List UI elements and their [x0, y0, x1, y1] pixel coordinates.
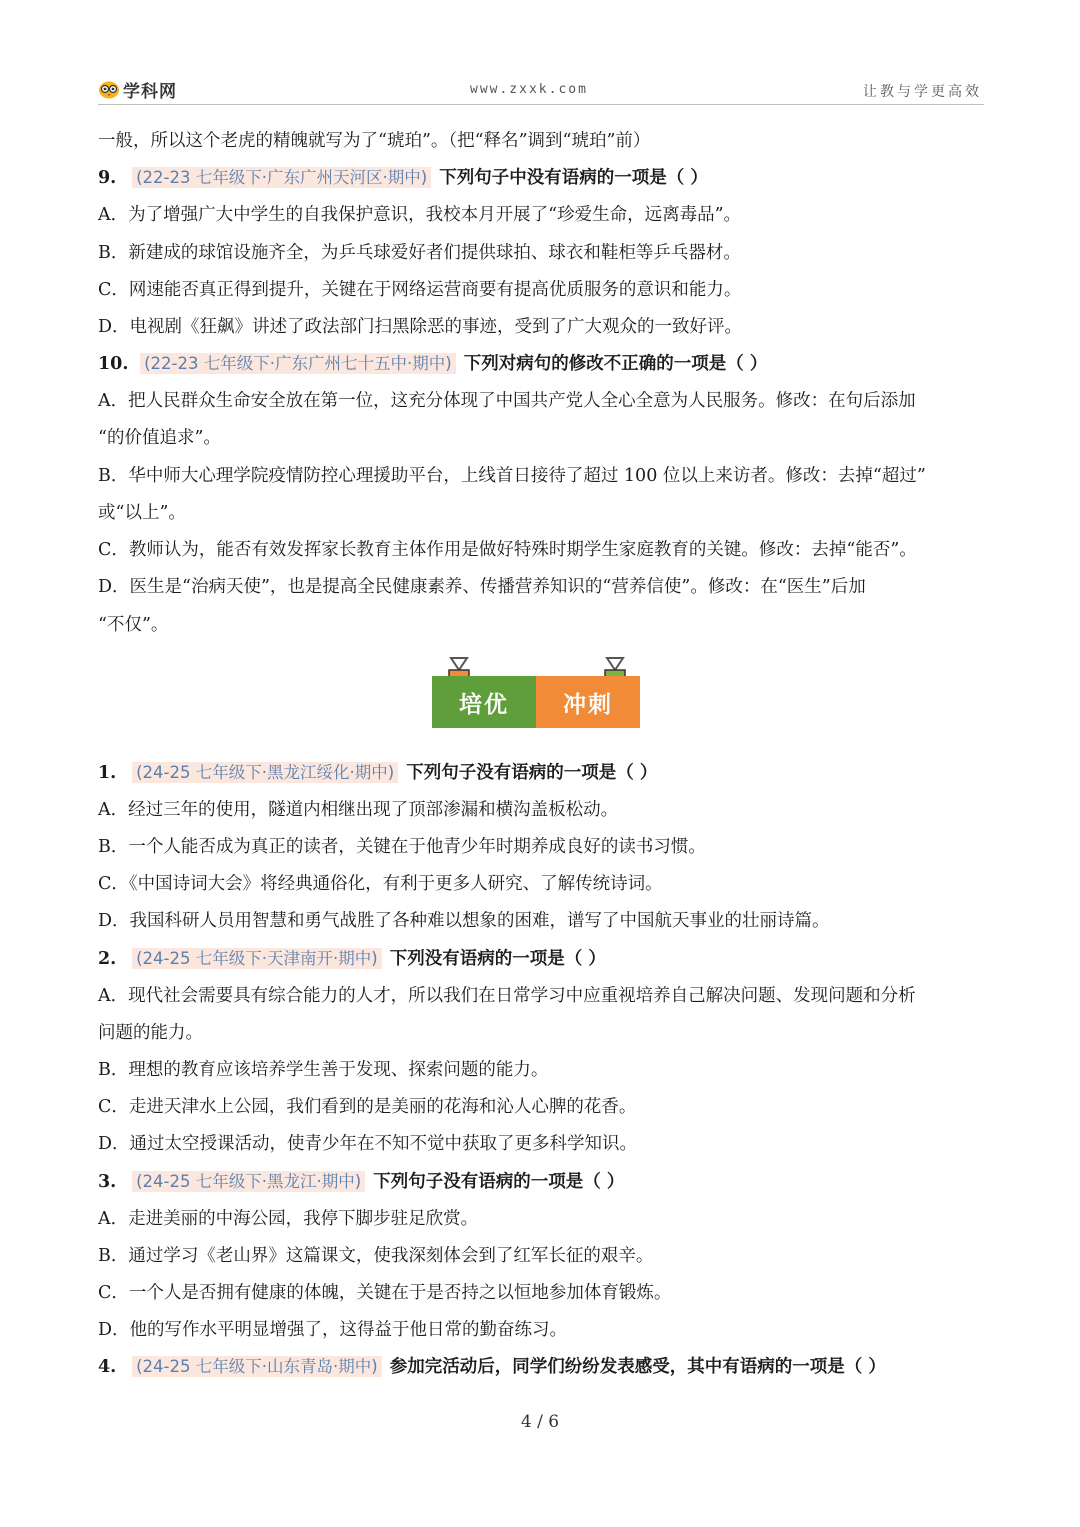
site-url[interactable]: www.zxxk.com	[470, 82, 588, 97]
option-a: A．把人民群众生命安全放在第一位，这充分体现了中国共产党人全心全意为人民服务。修改：在句后添加	[98, 391, 916, 411]
source-tag: (22-23 七年级下·广东广州七十五中·期中)	[140, 353, 456, 374]
question-text: 下列句子中没有语病的一项是（ ）	[439, 168, 708, 188]
question-text: 参加完活动后，同学们纷纷发表感受，其中有语病的一项是（ ）	[389, 1357, 886, 1377]
question-3	[98, 1169, 988, 1195]
option-c: C．教师认为，能否有效发挥家长教育主体作用是做好特殊时期学生家庭教育的关键。修改：去掉“能否”。	[98, 540, 917, 560]
source-tag: (22-23 七年级下·广东广州天河区·期中)	[132, 167, 431, 188]
page-header	[98, 74, 984, 105]
page-number: 4 / 6	[520, 1412, 560, 1432]
option-c: C．《中国诗词大会》将经典通俗化，有利于更多人研究、了解传统诗词。	[98, 874, 663, 894]
option-b: B．理想的教育应该培养学生善于发现、探索问题的能力。	[98, 1060, 549, 1080]
question-1	[98, 760, 988, 786]
banner-left: 培优	[432, 676, 536, 728]
question-text: 下列句子没有语病的一项是（ ）	[406, 763, 658, 783]
question-number: 1.	[98, 763, 117, 783]
owl-logo-icon	[98, 79, 120, 99]
option-d: D．电视剧《狂飙》讲述了政法部门扫黑除恶的事迹，受到了广大观众的一致好评。	[98, 317, 743, 337]
question-4	[98, 1354, 988, 1380]
intro-line: 一般，所以这个老虎的精魄就写为了“琥珀”。（把“释名”调到“琥珀”前）	[98, 131, 651, 151]
option-d: D．医生是“治病天使”，也是提高全民健康素养、传播营养知识的“营养信使”。修改：在“医生”后加	[98, 577, 866, 597]
logo-text: 学科网	[123, 81, 177, 102]
question-number: 10.	[98, 354, 129, 374]
section-banner	[432, 654, 642, 732]
source-tag: (24-25 七年级下·黑龙江绥化·期中)	[132, 762, 398, 783]
option-a: A．为了增强广大中学生的自我保护意识，我校本月开展了“珍爱生命，远离毒品”。	[98, 205, 742, 225]
option-b-cont: 或“以上”。	[98, 503, 186, 523]
option-d: D．通过太空授课活动，使青少年在不知不觉中获取了更多科学知识。	[98, 1134, 638, 1154]
option-a-cont: “的价值追求”。	[98, 428, 221, 448]
option-c: C．走进天津水上公园，我们看到的是美丽的花海和沁人心脾的花香。	[98, 1097, 637, 1117]
question-9	[98, 165, 988, 191]
question-2	[98, 946, 988, 972]
question-10	[98, 351, 988, 377]
option-d-cont: “不仅”。	[98, 615, 169, 635]
question-number: 4.	[98, 1357, 117, 1377]
question-number: 3.	[98, 1172, 117, 1192]
question-number: 9.	[98, 168, 117, 188]
slogan: 让教与学更高效	[863, 84, 982, 100]
option-c: C．一个人是否拥有健康的体魄，关键在于是否持之以恒地参加体育锻炼。	[98, 1283, 672, 1303]
option-b: B．通过学习《老山界》这篇课文，使我深刻体会到了红军长征的艰辛。	[98, 1246, 654, 1266]
source-tag: (24-25 七年级下·黑龙江·期中)	[132, 1171, 365, 1192]
option-a: A．走进美丽的中海公园，我停下脚步驻足欣赏。	[98, 1209, 479, 1229]
question-text: 下列对病句的修改不正确的一项是（ ）	[463, 354, 768, 374]
option-b: B．新建成的球馆设施齐全，为乒乓球爱好者们提供球拍、球衣和鞋柜等乒乓器材。	[98, 243, 741, 263]
option-b: B．华中师大心理学院疫情防控心理援助平台，上线首日接待了超过 100 位以上来访者。修改：去掉“超过”	[98, 466, 926, 486]
source-tag: (24-25 七年级下·山东青岛·期中)	[132, 1356, 382, 1377]
question-number: 2.	[98, 949, 117, 969]
option-d: D．他的写作水平明显增强了，这得益于他日常的勤奋练习。	[98, 1320, 568, 1340]
question-text: 下列没有语病的一项是（ ）	[389, 949, 606, 969]
source-tag: (24-25 七年级下·天津南开·期中)	[132, 948, 382, 969]
option-c: C．网速能否真正得到提升，关键在于网络运营商要有提高优质服务的意识和能力。	[98, 280, 742, 300]
question-text: 下列句子没有语病的一项是（ ）	[373, 1172, 625, 1192]
banner-right: 冲刺	[536, 676, 640, 728]
option-a: A．经过三年的使用，隧道内相继出现了顶部渗漏和横沟盖板松动。	[98, 800, 619, 820]
option-a: A．现代社会需要具有综合能力的人才，所以我们在日常学习中应重视培养自己解决问题、发现问题和分析	[98, 986, 916, 1006]
option-b: B．一个人能否成为真正的读者，关键在于他青少年时期养成良好的读书习惯。	[98, 837, 706, 857]
logo	[98, 78, 177, 100]
option-a-cont: 问题的能力。	[98, 1023, 203, 1043]
option-d: D．我国科研人员用智慧和勇气战胜了各种难以想象的困难，谱写了中国航天事业的壮丽诗篇。	[98, 911, 830, 931]
